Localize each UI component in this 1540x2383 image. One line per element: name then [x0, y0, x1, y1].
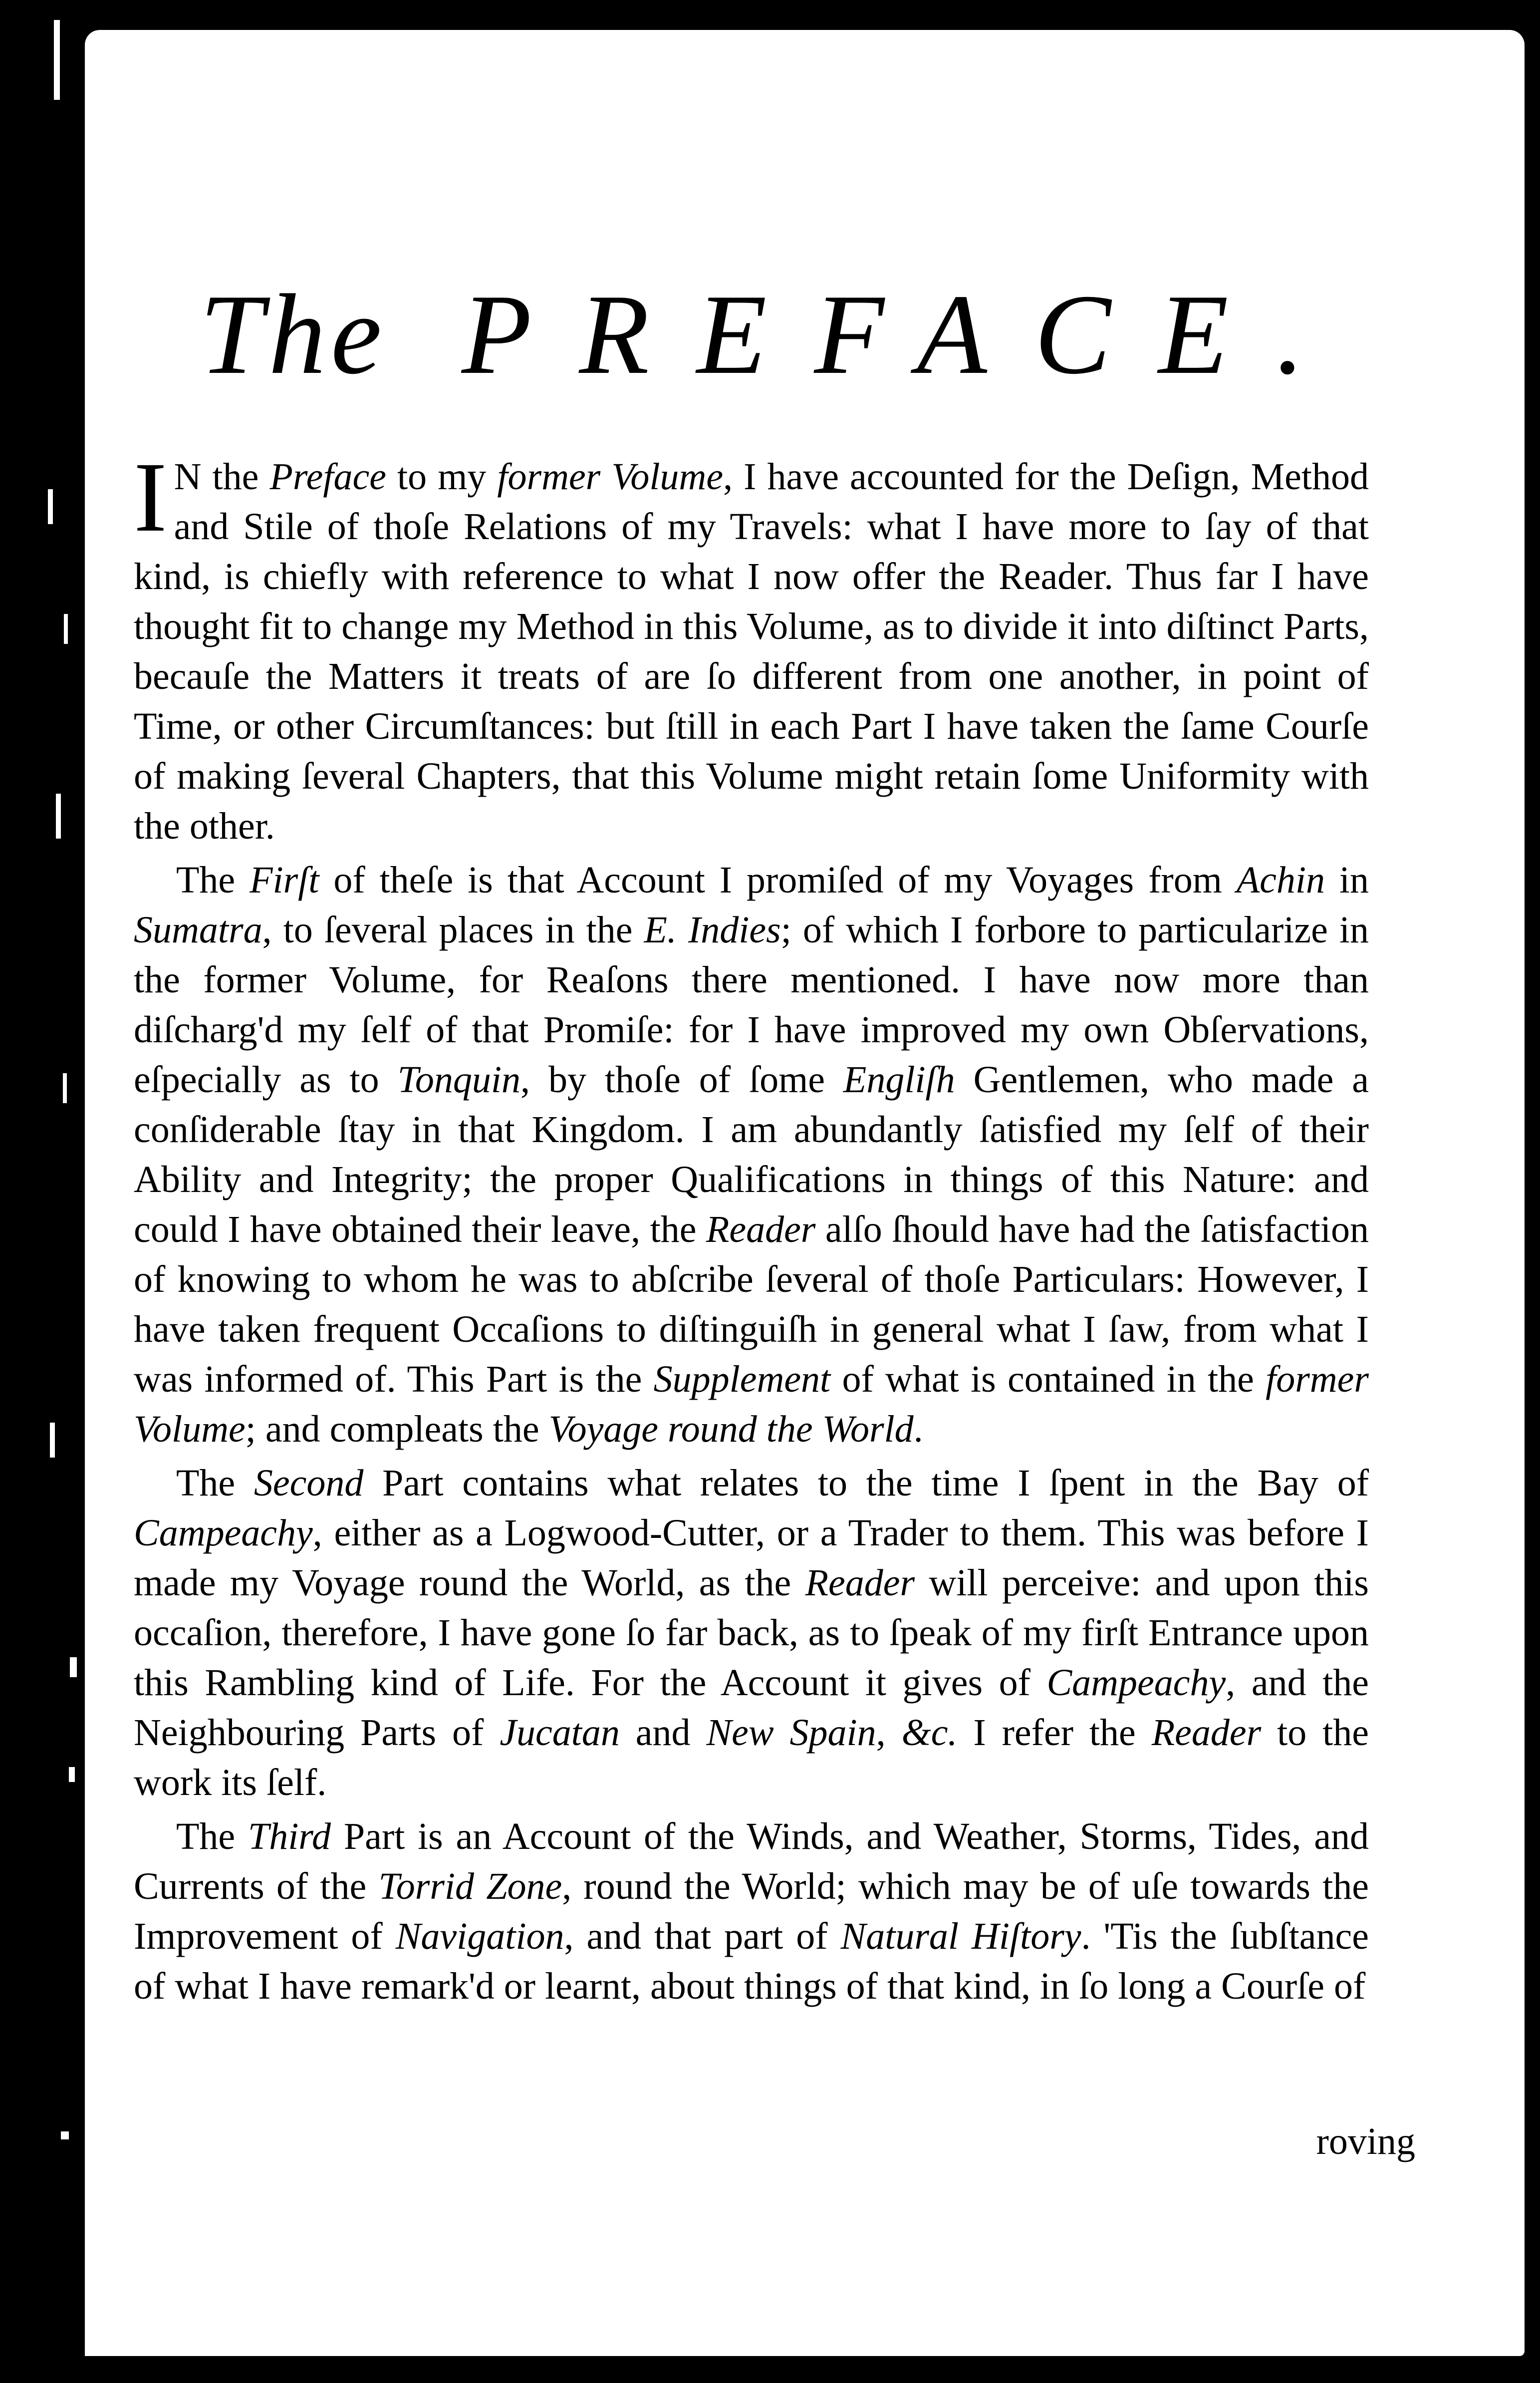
text-span: alſo ſhould have had the ſatisfaction of knowing to whom he was to abſcribe ſeveral of thoſe Particulars: However, I have taken frequent Occaſions to diſtinguiſh in general what I ſaw, from what I was informed of. This Part is the	[134, 1208, 1369, 1400]
italic-span: Sumatra	[134, 909, 262, 951]
text-span: N the	[174, 456, 270, 498]
text-span: and	[619, 1712, 707, 1754]
text-span: Part is an Account of the Winds, and Weather, Storms, Tides, and Currents of the	[134, 1815, 1369, 1907]
text-span: will perceive: and upon this occaſion, therefore, I have gone ſo far back, as to ſpeak of my firſt Entrance upon this Rambling kind of Life. For the Account it gives of	[134, 1562, 1369, 1704]
binding-edge-marks	[0, 0, 85, 2381]
italic-span: Reader	[706, 1208, 816, 1250]
text-span: , and that part of	[564, 1915, 841, 1957]
italic-span: former Volume	[497, 456, 724, 498]
italic-span: &c.	[901, 1712, 958, 1754]
italic-span: Third	[248, 1815, 331, 1857]
text-span: , round the World; which may be of uſe towards the Improvement of	[134, 1865, 1369, 1957]
text-span: , and the Neighbouring Parts of	[134, 1662, 1369, 1754]
italic-span: former Volume	[134, 1358, 1369, 1450]
drop-cap: I	[134, 442, 167, 553]
italic-span: Supplement	[653, 1358, 831, 1400]
text-span: to my	[386, 456, 498, 498]
title-word-preface: PREFACE.	[462, 271, 1352, 398]
page-edge-binding	[0, 0, 85, 2381]
text-span: I refer the	[957, 1712, 1152, 1754]
text-span: , by thoſe of ſome	[520, 1059, 843, 1101]
text-span: .	[913, 1408, 923, 1450]
italic-span: Torrid Zone	[378, 1865, 562, 1907]
text-span: ; of which I forbore to particularize in the former Volume, for Reaſons there mentioned. I have now more than diſcharg'd my ſelf of that Promiſe: for I have improved my own Obſervations, eſpecially as to	[134, 909, 1369, 1101]
italic-span: Firſt	[250, 859, 319, 901]
text-span: The	[176, 1815, 248, 1857]
italic-span: Achin	[1236, 859, 1325, 901]
text-span: , either as a Logwood-Cutter, or a Trader to them. This was before I made my Voyage round the World, as the	[134, 1512, 1369, 1604]
text-span: Gentlemen, who made a conſiderable ſtay in that Kingdom. I am abundantly ſatisfied my ſelf of their Ability and Integrity; the proper Qualifications in things of this Nature: and could I have obtained their leave, the	[134, 1059, 1369, 1250]
italic-span: Navigation	[395, 1915, 564, 1957]
text-span: of theſe is that Account I promiſed of my Voyages from	[319, 859, 1237, 901]
italic-span: Reader	[805, 1562, 915, 1604]
text-span: ; and compleats the	[245, 1408, 549, 1450]
italic-span: Natural Hiſtory	[840, 1915, 1081, 1957]
text-span: of what is contained in the	[830, 1358, 1266, 1400]
text-span: to the work its ſelf.	[134, 1712, 1369, 1803]
page-title	[200, 270, 1352, 399]
text-span: Part contains what relates to the time I ſpent in the Bay of	[363, 1462, 1369, 1504]
italic-span: New Spain	[706, 1712, 876, 1754]
paragraph-2	[134, 855, 1369, 1454]
text-span: in	[1324, 859, 1369, 901]
italic-span: E. Indies	[644, 909, 781, 951]
paragraph-4	[134, 1811, 1369, 2011]
italic-span: Preface	[269, 456, 386, 498]
paragraph-3	[134, 1458, 1369, 1807]
text-span: The	[176, 1462, 254, 1504]
text-span: The	[176, 859, 250, 901]
italic-span: Second	[254, 1462, 364, 1504]
italic-span: Campeachy	[134, 1512, 313, 1554]
italic-span: Reader	[1151, 1712, 1262, 1754]
preface-body	[134, 442, 1369, 2011]
italic-span: Engliſh	[843, 1059, 955, 1101]
text-span: , I have accounted for the Deſign, Method and Stile of thoſe Relations of my Travels: what I have more to ſay of that kind, is chiefly with reference to what I now offer the Reader. Thus far I have thought fit to change my Method in this Volume, as to divide it into diſtinct Parts, becauſe the Matters it treats of are ſo different from one another, in point of Time, or other Circumſtances: but ſtill in each Part I have taken the ſame Courſe of making ſeveral Chapters, that this Volume might retain ſome Uniformity with the other.	[134, 456, 1369, 847]
catchword: roving	[1316, 2120, 1415, 2162]
text-span: , to ſeveral places in the	[262, 909, 644, 951]
text-span: ,	[876, 1712, 902, 1754]
text-span: . 'Tis the ſubſtance of what I have remark'd or learnt, about things of that kind, in ſo long a Courſe of	[134, 1915, 1369, 2007]
italic-span: Jucatan	[500, 1712, 620, 1754]
italic-span: Campeachy	[1046, 1662, 1226, 1704]
paragraph-1	[134, 442, 1369, 851]
italic-span: Voyage round the World	[548, 1408, 914, 1450]
title-word-the: The	[200, 271, 387, 398]
italic-span: Tonquin	[397, 1059, 521, 1101]
